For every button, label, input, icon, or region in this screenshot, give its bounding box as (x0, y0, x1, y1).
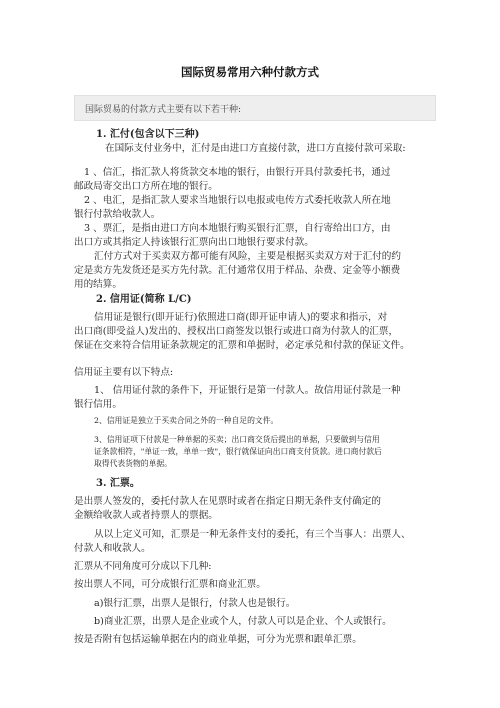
paragraph-line: 邮政局寄交出口方所在地的银行。 (74, 181, 218, 192)
paragraph-line: 用的结算。 (74, 279, 122, 290)
paragraph-line: 1 、信汇，指汇款人将货款交本地的银行，由银行开具付款委托书，通过 (84, 167, 391, 178)
section-2-heading: 2. 信用证(简称 L/C) (96, 294, 192, 305)
paragraph-line: 保证在交来符合信用证条款规定的汇票和单据时，必定承兑和付款的保证文件。 (74, 340, 410, 351)
section-3-heading: 3. 汇票。 (96, 478, 140, 489)
paragraph-line: 3 、票汇，是指由进口方向本地银行购买银行汇票，自行寄给出口方，由 (84, 223, 391, 234)
paragraph-line: 2 、电汇，是指汇款人要求当地银行以电报或电传方式委托收款人所在地 (84, 195, 391, 206)
paragraph-line: 金额给收款人或者持票人的票据。 (74, 510, 218, 521)
paragraph-line: 银行付款给收款人。 (74, 209, 161, 220)
paragraph-line: 在国际支付业务中，汇付是由进口方直接付款，进口方直接付款可采取: (105, 143, 406, 154)
paragraph-line: 按出票人不同，可分成银行汇票和商业汇票。 (74, 579, 266, 590)
paragraph-line: 汇票从不同角度可分成以下几种: (74, 561, 212, 572)
paragraph-line: 证条款相符，"单证一致，单单一致"，银行就保证向出口商支付货款。进口商付款后 (94, 447, 382, 456)
paragraph-line: 2、信用证是独立于买卖合同之外的一种自足的文件。 (94, 416, 279, 425)
paragraph-line: a)银行汇票，出票人是银行，付款人也是银行。 (94, 598, 296, 609)
document-title: 国际贸易常用六种付款方式 (181, 65, 319, 79)
paragraph-line: 3、信用证项下付款是一种单据的买卖；出口商交货后提出的单据，只要做到与信用 (94, 435, 380, 444)
paragraph-line: 1、 信用证付款的条件下，开证银行是第一付款人。故信用证付款是一种 (94, 385, 401, 396)
paragraph-line: 取得代表货物的单据。 (94, 459, 172, 468)
paragraph-line: 信用证是银行(即开证行)依照进口商(即开证申请人)的要求和指示，对 (94, 312, 388, 323)
paragraph-line: 按是否附有包括运输单据在内的商业单据，可分为光票和跟单汇票。 (74, 634, 362, 645)
intro-box (74, 95, 436, 121)
paragraph-line: 银行信用。 (74, 399, 122, 410)
paragraph-line: 出口方或其指定人持该银行汇票向出口地银行要求付款。 (74, 237, 314, 248)
paragraph-line: 定是卖方先发货还是买方先付款。汇付通常仅用于样品、杂费、定金等小额费 (74, 265, 401, 276)
paragraph-line: 付款人和收款人。 (74, 543, 151, 554)
paragraph-line: 汇付方式对于买卖双方都可能有风险，主要是根据买卖双方对于汇付的约 (94, 251, 401, 262)
paragraph-line: 是出票人签发的，委托付款人在见票时或者在指定日期无条件支付确定的 (74, 496, 381, 507)
paragraph-line: 出口商(即受益人)发出的、授权出口商签发以银行或进口商为付款人的汇票， (74, 326, 399, 337)
paragraph-line: 信用证主要有以下特点: (74, 367, 174, 378)
section-1-heading: 1. 汇付(包含以下三种) (96, 129, 200, 140)
paragraph-line: 从以上定义可知，汇票是一种无条件支付的委托，有三个当事人：出票人、 (94, 529, 411, 540)
intro-text: 国际贸易的付款方式主要有以下若干种: (85, 105, 242, 115)
paragraph-line: b)商业汇票，出票人是企业或个人，付款人可以是企业、个人或银行。 (94, 616, 392, 627)
